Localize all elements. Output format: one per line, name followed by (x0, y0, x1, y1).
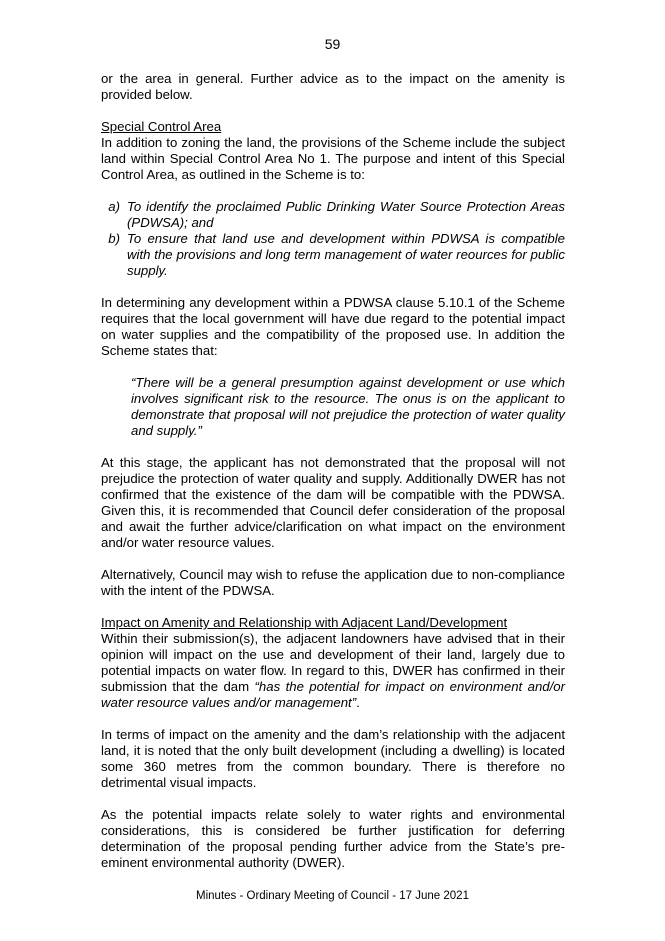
paragraph-conclusion: As the potential impacts relate solely to water rights and environmental considerations, this is considered be further justification for deferring determination of the proposal pending further advice from the State’s pre-eminent environmental authority (DWER). (101, 807, 565, 870)
list-item (101, 199, 565, 231)
section-heading-amenity: Impact on Amenity and Relationship with Adjacent Land/Development (101, 615, 508, 630)
paragraph-special-control: In addition to zoning the land, the provisions of the Scheme include the subject land within Special Control Area No 1. The purpose and intent of this Special Control Area, as outlined in the Scheme is to: (101, 135, 565, 182)
list-item (101, 231, 565, 279)
purpose-list (101, 199, 565, 279)
section-heading-special-control: Special Control Area (101, 119, 222, 134)
paragraph-amenity-intro: or the area in general. Further advice as to the impact on the amenity is provided below. (101, 71, 565, 102)
page-footer: Minutes - Ordinary Meeting of Council - 17 June 2021 (196, 890, 469, 902)
section-special-control-area (101, 119, 565, 183)
paragraph-alternative: Alternatively, Council may wish to refuse the application due to non-compliance with the intent of the PDWSA. (101, 567, 565, 598)
scheme-quote: “There will be a general presumption against development or use which involves significant risk to the resource. The onus is on the applicant to demonstrate that proposal will not prejudice the protection of water quality and supply.” (131, 375, 565, 438)
document-body (101, 71, 565, 887)
list-item-text: To ensure that land use and development within PDWSA is compatible with the provisions and long term management of water reources for public supply. (127, 231, 565, 278)
list-item-text: To identify the proclaimed Public Drinking Water Source Protection Areas (PDWSA); and (127, 199, 565, 230)
section-amenity (101, 615, 565, 711)
list-marker: a) (108, 199, 120, 214)
paragraph-visual-impact: In terms of impact on the amenity and the dam’s relationship with the adjacent land, it is noted that the only built development (including a dwelling) is located some 360 metres from the common boundary. There is therefore no detrimental visual impacts. (101, 727, 565, 790)
page-number: 59 (324, 36, 341, 52)
dwer-quote: “has the potential for impact on environment and/or water resource values and/or management” (101, 679, 565, 710)
paragraph-submission-start: Within their submission(s), the adjacent landowners have advised that in their opinion will impact on the use and development of their land, largely due to potential impacts on water flow. In regard to this, DWER has confirmed in their submission that the dam (101, 631, 565, 694)
paragraph-applicant-status: At this stage, the applicant has not demonstrated that the proposal will not prejudice the protection of water quality and supply. Additionally DWER has not confirmed that the existence of the dam will be compatible with the PDWSA. Given this, it is recommended that Council defer consideration of the proposal and await the further advice/clarification on what impact on the environment and/or water resource values. (101, 455, 565, 550)
list-marker: b) (108, 231, 120, 246)
paragraph-submission-end: . (356, 695, 360, 710)
paragraph-pdwsa-clause: In determining any development within a PDWSA clause 5.10.1 of the Scheme requires that the local government will have due regard to the potential impact on water supplies and the compatibility of the proposed use. In addition the Scheme states that: (101, 295, 565, 358)
